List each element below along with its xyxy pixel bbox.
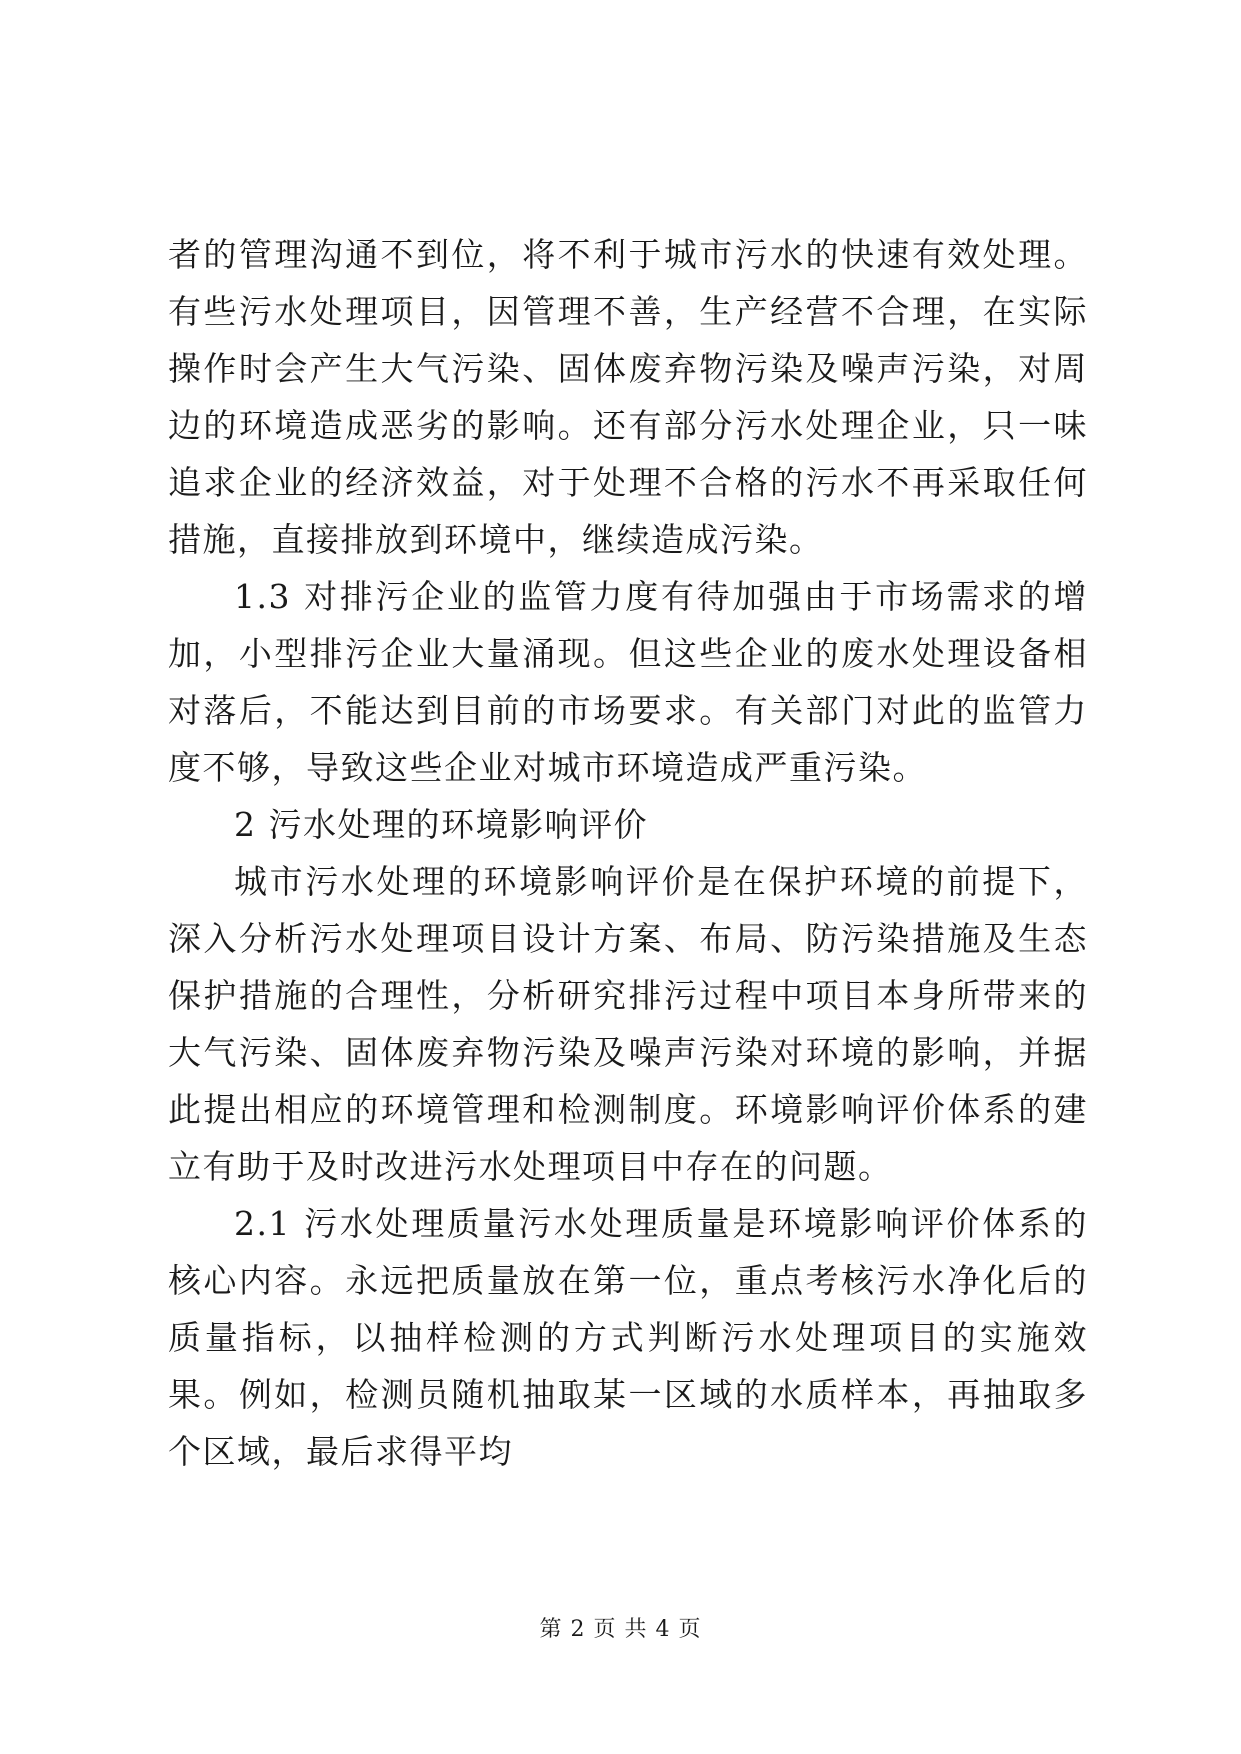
paragraph-continuation: 者的管理沟通不到位，将不利于城市污水的快速有效处理。有些污水处理项目，因管理不善，生产经营不合理，在实际操作时会产生大气污染、固体废弃物污染及噪声污染，对周边的环境造成恶劣的影响。还有部分污水处理企业，只一味追求企业的经济效益，对于处理不合格的污水不再采取任何措施，直接排放到环境中，继续造成污染。: [168, 235, 1088, 559]
page-footer: 第 2 页 共 4 页: [539, 1617, 702, 1642]
paragraph-section-2-intro: 城市污水处理的环境影响评价是在保护环境的前提下，深入分析污水处理项目设计方案、布局、防污染措施及生态保护措施的合理性，分析研究排污过程中项目本身所带来的大气污染、固体废弃物污染及噪声污染对环境的影响，并据此提出相应的环境管理和检测制度。环境影响评价体系的建立有助于及时改进污水处理项目中存在的问题。: [168, 862, 1088, 1186]
document-body: [168, 226, 1088, 1480]
section-heading-2: 2 污水处理的环境影响评价: [234, 805, 648, 844]
paragraph-section-2-1: 2.1 污水处理质量污水处理质量是环境影响评价体系的核心内容。永远把质量放在第一位，重点考核污水净化后的质量指标，以抽样检测的方式判断污水处理项目的实施效果。例如，检测员随机抽取某一区域的水质样本，再抽取多个区域，最后求得平均: [168, 1204, 1088, 1471]
paragraph-section-1-3: 1.3 对排污企业的监管力度有待加强由于市场需求的增加，小型排污企业大量涌现。但这些企业的废水处理设备相对落后，不能达到目前的市场要求。有关部门对此的监管力度不够，导致这些企业对城市环境造成严重污染。: [168, 577, 1088, 787]
